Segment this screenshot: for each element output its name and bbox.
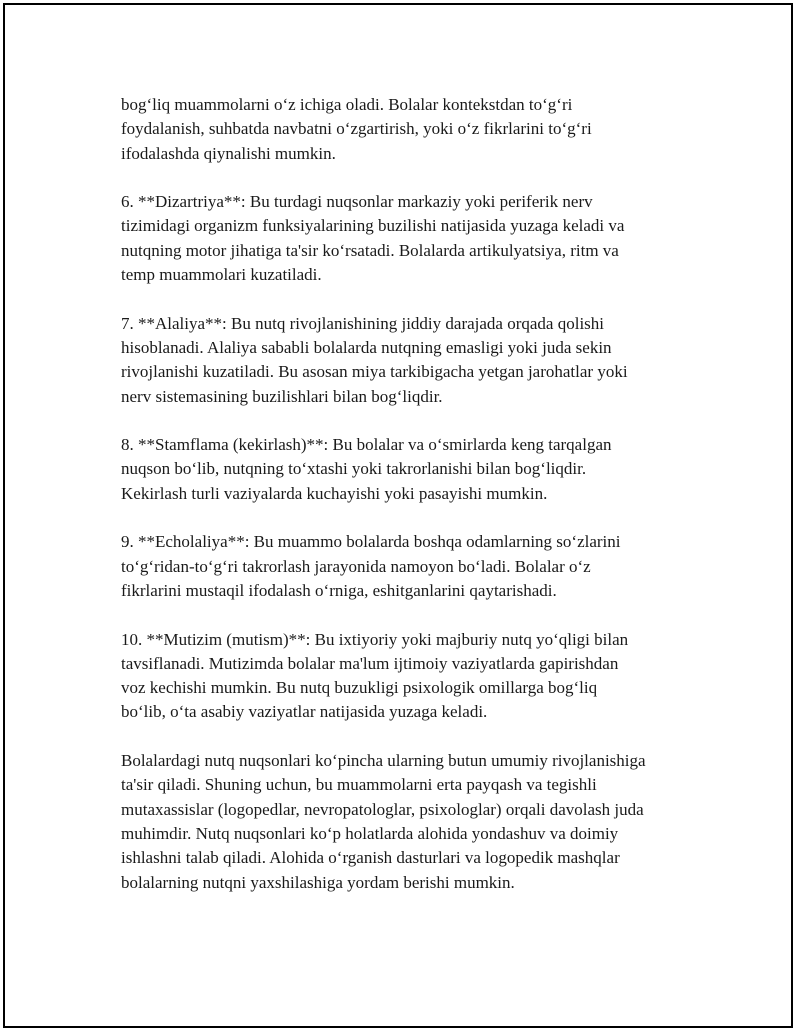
- page-frame: [3, 3, 793, 1028]
- paragraph-continuation: bog‘liq muammolarni o‘z ichiga oladi. Bolalar kontekstdan to‘g‘ri foydalanish, suhbatda navbatni o‘zgartirish, yoki o‘z fikrlarini to‘g‘ri ifodalashda qiynalishi mumkin.: [121, 95, 592, 163]
- paragraph-conclusion: Bolalardagi nutq nuqsonlari ko‘pincha ularning butun umumiy rivojlanishiga ta'sir qiladi. Shuning uchun, bu muammolarni erta payqash va tegishli mutaxassislar (logopedlar, nevropatologlar, psixologlar) orqali davolash juda muhimdir. Nutq nuqsonlari ko‘p holatlarda alohida yondashuv va doimiy ishlashni talab qiladi. Alohida o‘rganish dasturlari va logopedik mashqlar bolalarning nutqni yaxshilashiga yordam berishi mumkin.: [121, 751, 646, 892]
- document-body: [121, 93, 711, 919]
- paragraph-dizartriya: 6. **Dizartriya**: Bu turdagi nuqsonlar markaziy yoki periferik nerv tizimidagi organizm funksiyalarining buzilishi natijasida yuzaga keladi va nutqning motor jihatiga ta'sir ko‘rsatadi. Bolalarda artikulyatsiya, ritm va temp muammolari kuzatiladi.: [121, 192, 625, 285]
- paragraph-stamflama: 8. **Stamflama (kekirlash)**: Bu bolalar va o‘smirlarda keng tarqalgan nuqson bo‘lib, nutqning to‘xtashi yoki takrorlanishi bilan bog‘liqdir. Kekirlash turli vaziyalarda kuchayishi yoki pasayishi mumkin.: [121, 435, 612, 503]
- paragraph-alaliya: 7. **Alaliya**: Bu nutq rivojlanishining jiddiy darajada orqada qolishi hisoblanadi. Alaliya sababli bolalarda nutqning emasligi yoki juda sekin rivojlanishi kuzatiladi. Bu asosan miya tarkibigacha yetgan jarohatlar yoki nerv sistemasining buzilishlari bilan bog‘liqdir.: [121, 313, 628, 406]
- paragraph-echolaliya: 9. **Echolaliya**: Bu muammo bolalarda boshqa odamlarning so‘zlarini to‘g‘ridan-to‘g‘ri takrorlash jarayonida namoyon bo‘ladi. Bolalar o‘z fikrlarini mustaqil ifodalash o‘rniga, eshitganlarini qaytarishadi.: [121, 532, 621, 600]
- paragraph-mutizim: 10. **Mutizim (mutism)**: Bu ixtiyoriy yoki majburiy nutq yo‘qligi bilan tavsiflanadi. Mutizimda bolalar ma'lum ijtimoiy vaziyatlarda gapirishdan voz kechishi mumkin. Bu nutq buzukligi psixologik omillarga bog‘liq bo‘lib, o‘ta asabiy vaziyatlar natijasida yuzaga keladi.: [121, 629, 629, 722]
